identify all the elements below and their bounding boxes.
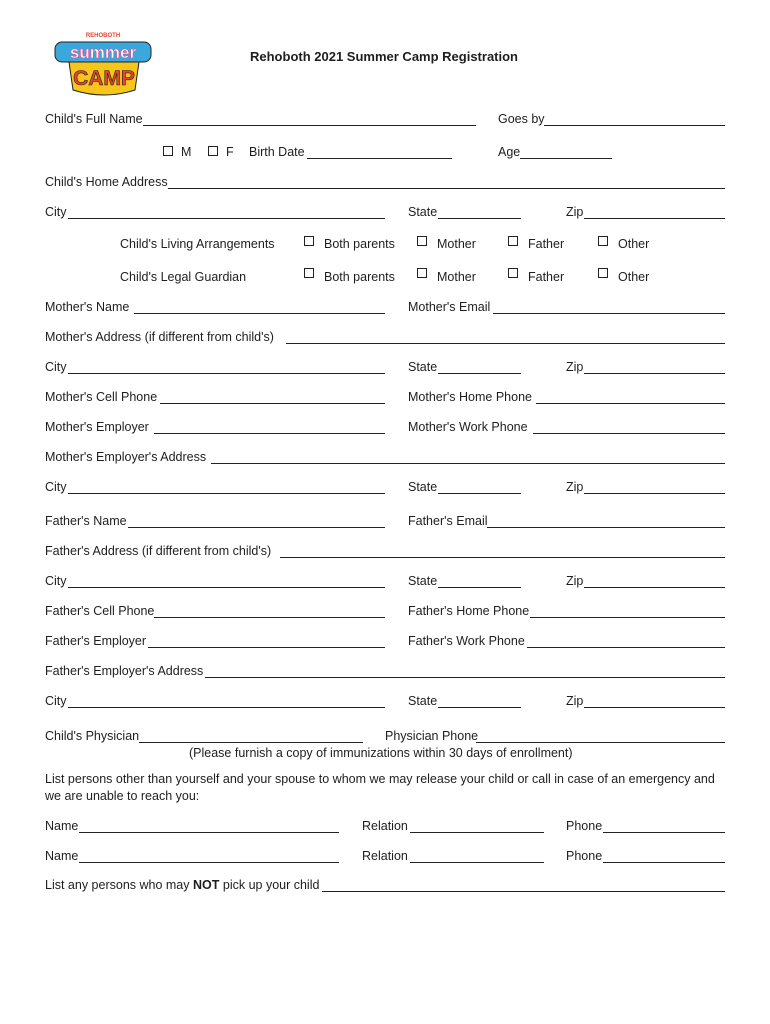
mother-employer-city-label: City [45, 480, 67, 494]
emergency-phone-label-1: Phone [566, 819, 603, 833]
emergency-intro-line1: List persons other than yourself and your spouse to whom we may release your child or call in case of an emergency and [45, 772, 715, 786]
summer-camp-logo [47, 30, 159, 100]
emergency-relation-field-1[interactable] [410, 832, 544, 833]
child-city-label: City [45, 205, 67, 219]
guardian-both-parents-checkbox[interactable] [304, 268, 314, 278]
page-title: Rehoboth 2021 Summer Camp Registration [250, 49, 518, 64]
father-employer-state-field[interactable] [438, 707, 521, 708]
emergency-intro-line2: we are unable to reach you: [45, 789, 200, 803]
father-cell-label: Father's Cell Phone [45, 604, 155, 618]
physician-field[interactable] [139, 742, 363, 743]
father-email-label: Father's Email [408, 514, 488, 528]
guardian-mother-label: Mother [437, 270, 476, 284]
father-home-phone-label: Father's Home Phone [408, 604, 530, 618]
emergency-relation-label-2: Relation [362, 849, 408, 863]
logo-summer-text: summer [69, 43, 137, 62]
legal-guardian-label: Child's Legal Guardian [120, 270, 247, 284]
not-pickup-field[interactable] [322, 891, 725, 892]
sex-m-checkbox[interactable] [163, 146, 173, 156]
mother-employer-zip-label: Zip [566, 480, 584, 494]
mother-city-label: City [45, 360, 67, 374]
father-email-field[interactable] [487, 527, 725, 528]
emergency-relation-field-2[interactable] [410, 862, 544, 863]
mother-employer-state-label: State [408, 480, 438, 494]
mother-work-phone-label: Mother's Work Phone [408, 420, 528, 434]
child-city-field[interactable] [68, 218, 385, 219]
age-label: Age [498, 145, 521, 159]
mother-home-phone-field[interactable] [536, 403, 725, 404]
not-pickup-suffix: pick up your child [219, 878, 320, 892]
child-zip-label: Zip [566, 205, 584, 219]
mother-name-label: Mother's Name [45, 300, 130, 314]
guardian-father-label: Father [528, 270, 565, 284]
mother-cell-label: Mother's Cell Phone [45, 390, 158, 404]
child-state-field[interactable] [438, 218, 521, 219]
living-arrangements-label: Child's Living Arrangements [120, 237, 275, 251]
living-mother-checkbox[interactable] [417, 236, 427, 246]
age-field[interactable] [520, 158, 612, 159]
mother-employer-zip-field[interactable] [584, 493, 725, 494]
child-zip-field[interactable] [584, 218, 725, 219]
mother-cell-field[interactable] [160, 403, 385, 404]
birth-date-field[interactable] [307, 158, 452, 159]
father-employer-address-label: Father's Employer's Address [45, 664, 204, 678]
emergency-phone-field-2[interactable] [603, 862, 725, 863]
father-employer-field[interactable] [148, 647, 385, 648]
emergency-phone-field-1[interactable] [603, 832, 725, 833]
living-other-label: Other [618, 237, 650, 251]
father-address-label: Father's Address (if different from child's) [45, 544, 272, 558]
father-name-field[interactable] [128, 527, 385, 528]
mother-name-field[interactable] [134, 313, 385, 314]
emergency-name-field-2[interactable] [79, 862, 339, 863]
mother-state-label: State [408, 360, 438, 374]
father-address-field[interactable] [280, 557, 725, 558]
mother-employer-state-field[interactable] [438, 493, 521, 494]
mother-zip-label: Zip [566, 360, 584, 374]
father-employer-zip-field[interactable] [584, 707, 725, 708]
immunization-note: (Please furnish a copy of immunizations within 30 days of enrollment) [189, 746, 573, 760]
father-work-phone-field[interactable] [527, 647, 725, 648]
mother-city-field[interactable] [68, 373, 385, 374]
guardian-both-parents-label: Both parents [324, 270, 395, 284]
logo-camp-text: CAMP [73, 67, 135, 90]
mother-address-label: Mother's Address (if different from child's) [45, 330, 274, 344]
father-city-label: City [45, 574, 67, 588]
mother-employer-label: Mother's Employer [45, 420, 149, 434]
father-employer-city-label: City [45, 694, 67, 708]
mother-zip-field[interactable] [584, 373, 725, 374]
father-home-phone-field[interactable] [530, 617, 725, 618]
child-state-label: State [408, 205, 438, 219]
mother-employer-city-field[interactable] [68, 493, 385, 494]
father-city-field[interactable] [68, 587, 385, 588]
father-employer-state-label: State [408, 694, 438, 708]
mother-address-field[interactable] [286, 343, 725, 344]
father-zip-field[interactable] [584, 587, 725, 588]
living-both-parents-checkbox[interactable] [304, 236, 314, 246]
emergency-phone-label-2: Phone [566, 849, 603, 863]
mother-employer-address-field[interactable] [211, 463, 725, 464]
physician-label: Child's Physician [45, 729, 140, 743]
father-state-label: State [408, 574, 438, 588]
mother-email-label: Mother's Email [408, 300, 491, 314]
guardian-other-label: Other [618, 270, 650, 284]
logo-top-text: REHOBOTH [85, 33, 121, 39]
not-pickup-bold: NOT [193, 878, 220, 892]
physician-phone-field[interactable] [476, 742, 725, 743]
father-cell-field[interactable] [154, 617, 385, 618]
guardian-mother-checkbox[interactable] [417, 268, 427, 278]
living-father-checkbox[interactable] [508, 236, 518, 246]
child-full-name-field[interactable] [143, 125, 476, 126]
father-employer-address-field[interactable] [205, 677, 725, 678]
father-name-label: Father's Name [45, 514, 127, 528]
emergency-name-label-2: Name [45, 849, 79, 863]
father-employer-city-field[interactable] [68, 707, 385, 708]
sex-f-label: F [226, 145, 234, 159]
goes-by-field[interactable] [544, 125, 725, 126]
emergency-name-label-1: Name [45, 819, 79, 833]
guardian-other-checkbox[interactable] [598, 268, 608, 278]
living-other-checkbox[interactable] [598, 236, 608, 246]
father-employer-zip-label: Zip [566, 694, 584, 708]
goes-by-label: Goes by [498, 112, 545, 126]
sex-f-checkbox[interactable] [208, 146, 218, 156]
guardian-father-checkbox[interactable] [508, 268, 518, 278]
father-zip-label: Zip [566, 574, 584, 588]
mother-email-field[interactable] [493, 313, 725, 314]
child-full-name-label: Child's Full Name [45, 112, 143, 126]
birth-date-label: Birth Date [249, 145, 305, 159]
not-pickup-prefix: List any persons who may [45, 878, 193, 892]
sex-m-label: M [181, 145, 192, 159]
mother-home-phone-label: Mother's Home Phone [408, 390, 532, 404]
mother-employer-field[interactable] [154, 433, 385, 434]
father-work-phone-label: Father's Work Phone [408, 634, 525, 648]
living-mother-label: Mother [437, 237, 476, 251]
mother-state-field[interactable] [438, 373, 521, 374]
not-pickup-label [45, 878, 319, 892]
emergency-relation-label-1: Relation [362, 819, 408, 833]
mother-employer-address-label: Mother's Employer's Address [45, 450, 207, 464]
living-both-parents-label: Both parents [324, 237, 395, 251]
physician-phone-label: Physician Phone [385, 729, 479, 743]
mother-work-phone-field[interactable] [533, 433, 725, 434]
emergency-name-field-1[interactable] [79, 832, 339, 833]
child-home-address-field[interactable] [168, 188, 725, 189]
living-father-label: Father [528, 237, 565, 251]
father-employer-label: Father's Employer [45, 634, 147, 648]
child-home-address-label: Child's Home Address [45, 175, 168, 189]
father-state-field[interactable] [438, 587, 521, 588]
